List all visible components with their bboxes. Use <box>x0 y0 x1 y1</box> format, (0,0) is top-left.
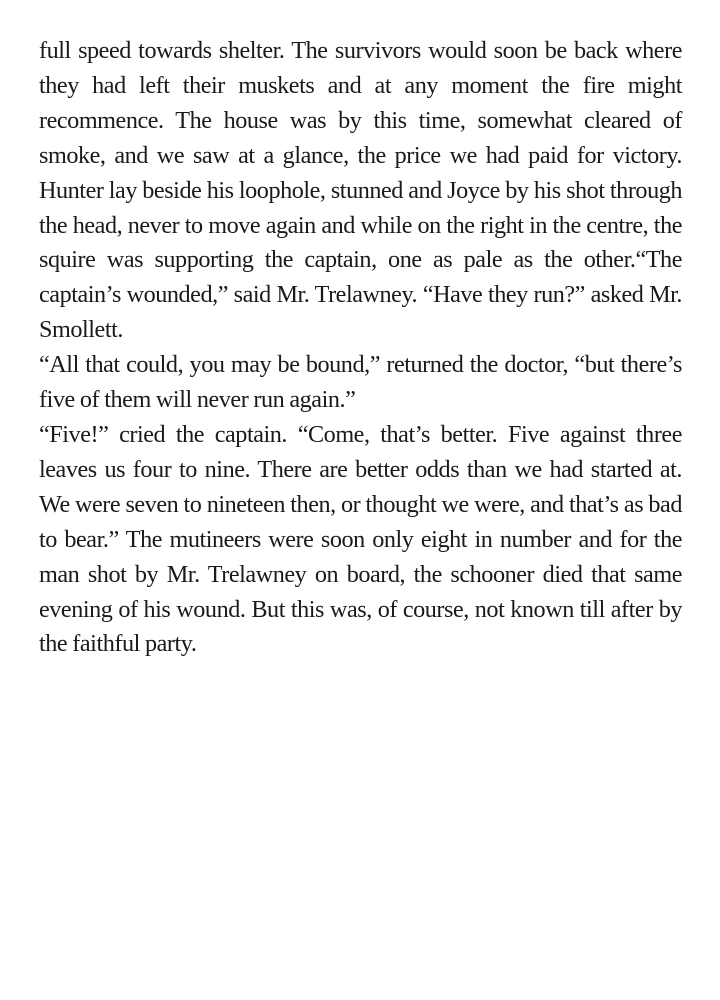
paragraph-1: full speed towards shelter. The survivors would soon be back where they had left their muskets and at any moment the fire might recommence. The house was by this time, somewhat cleared of smoke, and we saw at a glance, the price we had paid for victory. Hunter lay beside his loophole, stunned and Joyce by his shot through the head, never to move again and while on the right in the centre, the squire was supporting the captain, one as pale as the other.“The captain’s wounded,” said Mr. Trelawney. “Have they run?” asked Mr. Smollett. <box>39 37 682 344</box>
body-text <box>39 34 682 662</box>
paragraph-2: “All that could, you may be bound,” returned the doctor, “but there’s five of them will never run again.” <box>39 351 682 414</box>
paragraph-3: “Five!” cried the captain. “Come, that’s better. Five against three leaves us four to nine. There are better odds than we had started at. We were seven to nineteen then, or thought we were, and that’s as bad to bear.” The mutineers were soon only eight in number and for the man shot by Mr. Trelawney on board, the schooner died that same evening of his wound. But this was, of course, not known till after by the faithful party. <box>39 420 682 658</box>
